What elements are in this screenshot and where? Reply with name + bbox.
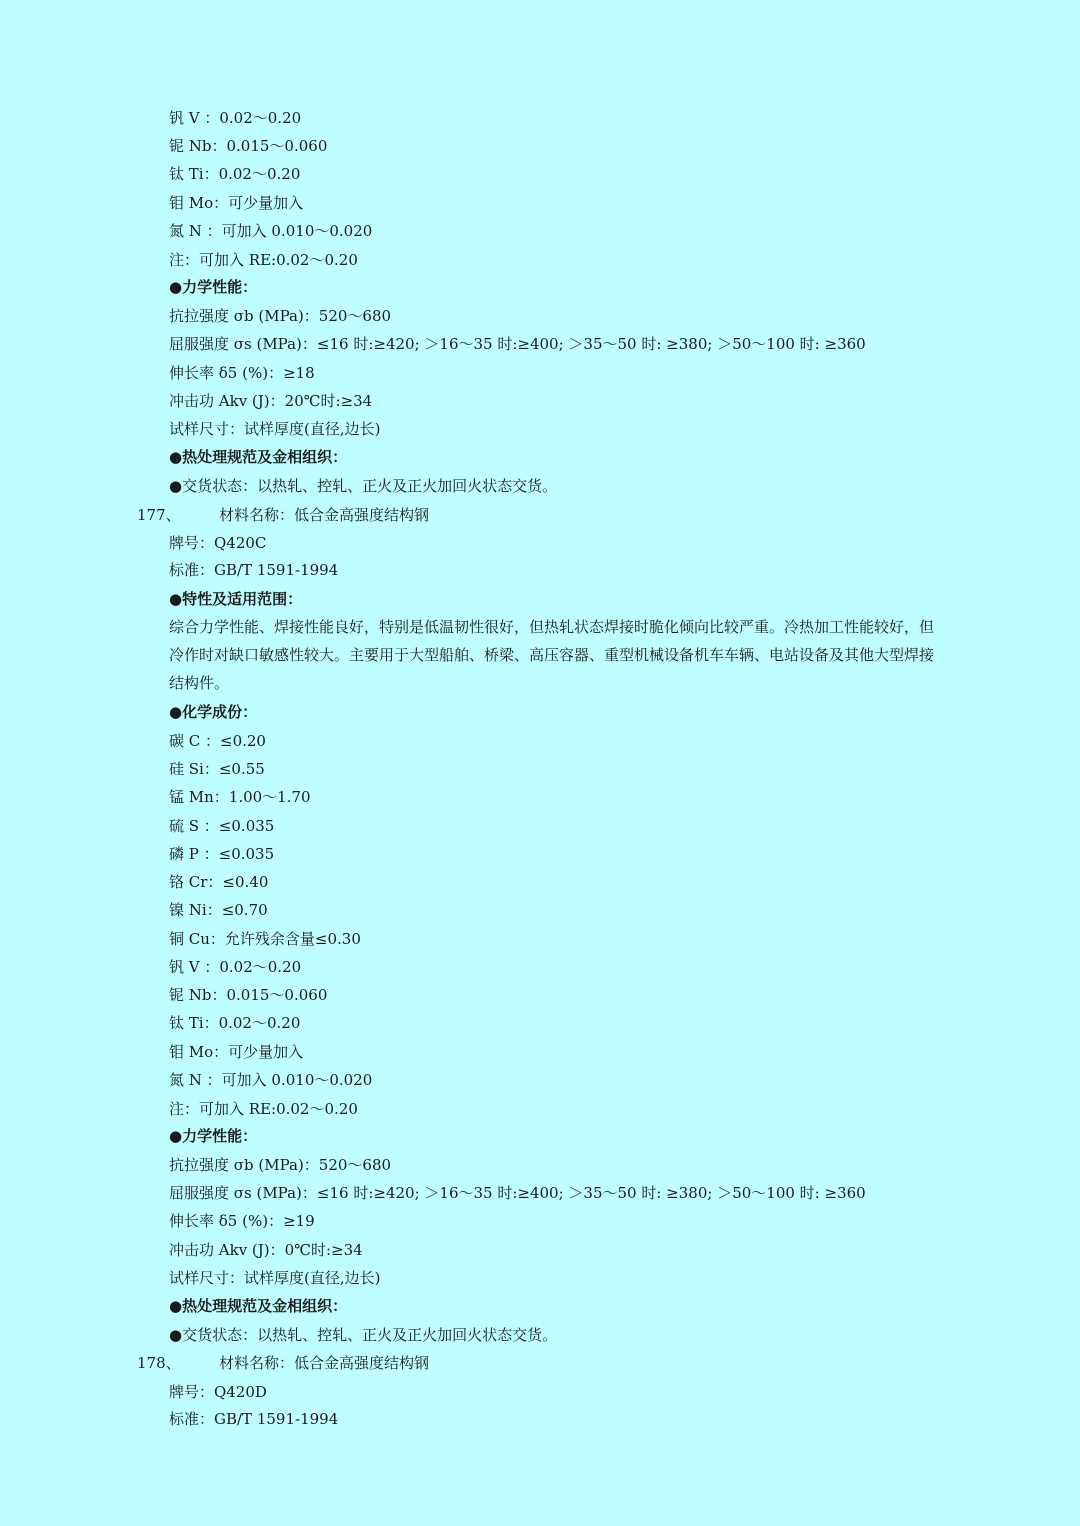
niobium-line: 铌 Nb：0.015～0.060 — [169, 137, 328, 155]
standard-line-178: 标准：GB/T 1591-1994 — [169, 1410, 339, 1428]
heat-treatment-heading: ●热处理规范及金相组织： — [169, 448, 348, 466]
impact-energy-line: 冲击功 Akv (J)：20℃时:≥34 — [169, 392, 373, 410]
silicon-line: 硅 Si：≤0.55 — [169, 760, 265, 778]
tensile-strength-line: 抗拉强度 σb (MPa)：520～680 — [169, 307, 392, 325]
tensile-strength-line-177: 抗拉强度 σb (MPa)：520～680 — [169, 1156, 392, 1174]
standard-line-177: 标准：GB/T 1591-1994 — [169, 561, 339, 579]
note-line-177: 注：可加入 RE:0.02～0.20 — [169, 1100, 358, 1118]
mechanical-properties-heading: ●力学性能： — [169, 278, 258, 296]
item-number-177: 177、 — [137, 506, 181, 524]
features-heading-177: ●特性及适用范围： — [169, 590, 303, 608]
impact-energy-line-177: 冲击功 Akv (J)：0℃时:≥34 — [169, 1241, 363, 1259]
yield-strength-line-177: 屈服强度 σs (MPa)：≤16 时:≥420; ＞16～35 时:≥400; ＞35～50 时: ≥380; ＞50～100 时: ≥360 — [169, 1184, 866, 1202]
features-text-line-3: 结构件。 — [169, 674, 230, 692]
yield-strength-line: 屈服强度 σs (MPa)：≤16 时:≥420; ＞16～35 时:≥400; ＞35～50 时: ≥380; ＞50～100 时: ≥360 — [169, 335, 866, 353]
titanium-line: 钛 Ti：0.02～0.20 — [169, 165, 301, 183]
manganese-line: 锰 Mn：1.00～1.70 — [169, 788, 311, 806]
material-name-177: 材料名称：低合金高强度结构钢 — [219, 506, 430, 524]
sulfur-line: 硫 S ：≤0.035 — [169, 817, 275, 835]
copper-line: 铜 Cu：允许残余含量≤0.30 — [169, 930, 361, 948]
grade-line-178: 牌号：Q420D — [169, 1383, 267, 1401]
delivery-state-line-177: ●交货状态：以热轧、控轧、正火及正火加回火状态交货。 — [169, 1326, 558, 1344]
grade-line-177: 牌号：Q420C — [169, 534, 267, 552]
vanadium-line-177: 钒 V ：0.02～0.20 — [169, 958, 302, 976]
titanium-line-177: 钛 Ti：0.02～0.20 — [169, 1014, 301, 1032]
chemical-composition-heading-177: ●化学成份： — [169, 703, 258, 721]
nitrogen-line: 氮 N ：可加入 0.010～0.020 — [169, 222, 373, 240]
molybdenum-line-177: 钼 Mo：可少量加入 — [169, 1043, 304, 1061]
features-text-line-1: 综合力学性能、焊接性能良好，特别是低温韧性很好，但热轧状态焊接时脆化倾向比较严重。冷热加工性能较好，但 — [169, 618, 935, 636]
nitrogen-line-177: 氮 N ：可加入 0.010～0.020 — [169, 1071, 373, 1089]
note-line: 注：可加入 RE:0.02～0.20 — [169, 251, 358, 269]
heat-treatment-heading-177: ●热处理规范及金相组织： — [169, 1297, 348, 1315]
elongation-line: 伸长率 δ5 (%)：≥18 — [169, 364, 315, 382]
nickel-line: 镍 Ni：≤0.70 — [169, 901, 268, 919]
niobium-line-177: 铌 Nb：0.015～0.060 — [169, 986, 328, 1004]
features-text-line-2: 冷作时对缺口敏感性较大。主要用于大型船舶、桥梁、高压容器、重型机械设备机车车辆、电站设备及其他大型焊接 — [169, 646, 935, 664]
specimen-size-line-177: 试样尺寸：试样厚度(直径,边长) — [169, 1269, 381, 1287]
phosphorus-line: 磷 P ：≤0.035 — [169, 845, 275, 863]
mechanical-properties-heading-177: ●力学性能： — [169, 1127, 258, 1145]
specimen-size-line: 试样尺寸：试样厚度(直径,边长) — [169, 420, 381, 438]
item-number-178: 178、 — [137, 1354, 181, 1372]
material-name-178: 材料名称：低合金高强度结构钢 — [219, 1354, 430, 1372]
molybdenum-line: 钼 Mo：可少量加入 — [169, 194, 304, 212]
elongation-line-177: 伸长率 δ5 (%)：≥19 — [169, 1212, 315, 1230]
delivery-state-line: ●交货状态：以热轧、控轧、正火及正火加回火状态交货。 — [169, 477, 558, 495]
chromium-line: 铬 Cr：≤0.40 — [169, 873, 269, 891]
carbon-line: 碳 C ：≤0.20 — [169, 732, 266, 750]
vanadium-line: 钒 V ：0.02～0.20 — [169, 109, 302, 127]
